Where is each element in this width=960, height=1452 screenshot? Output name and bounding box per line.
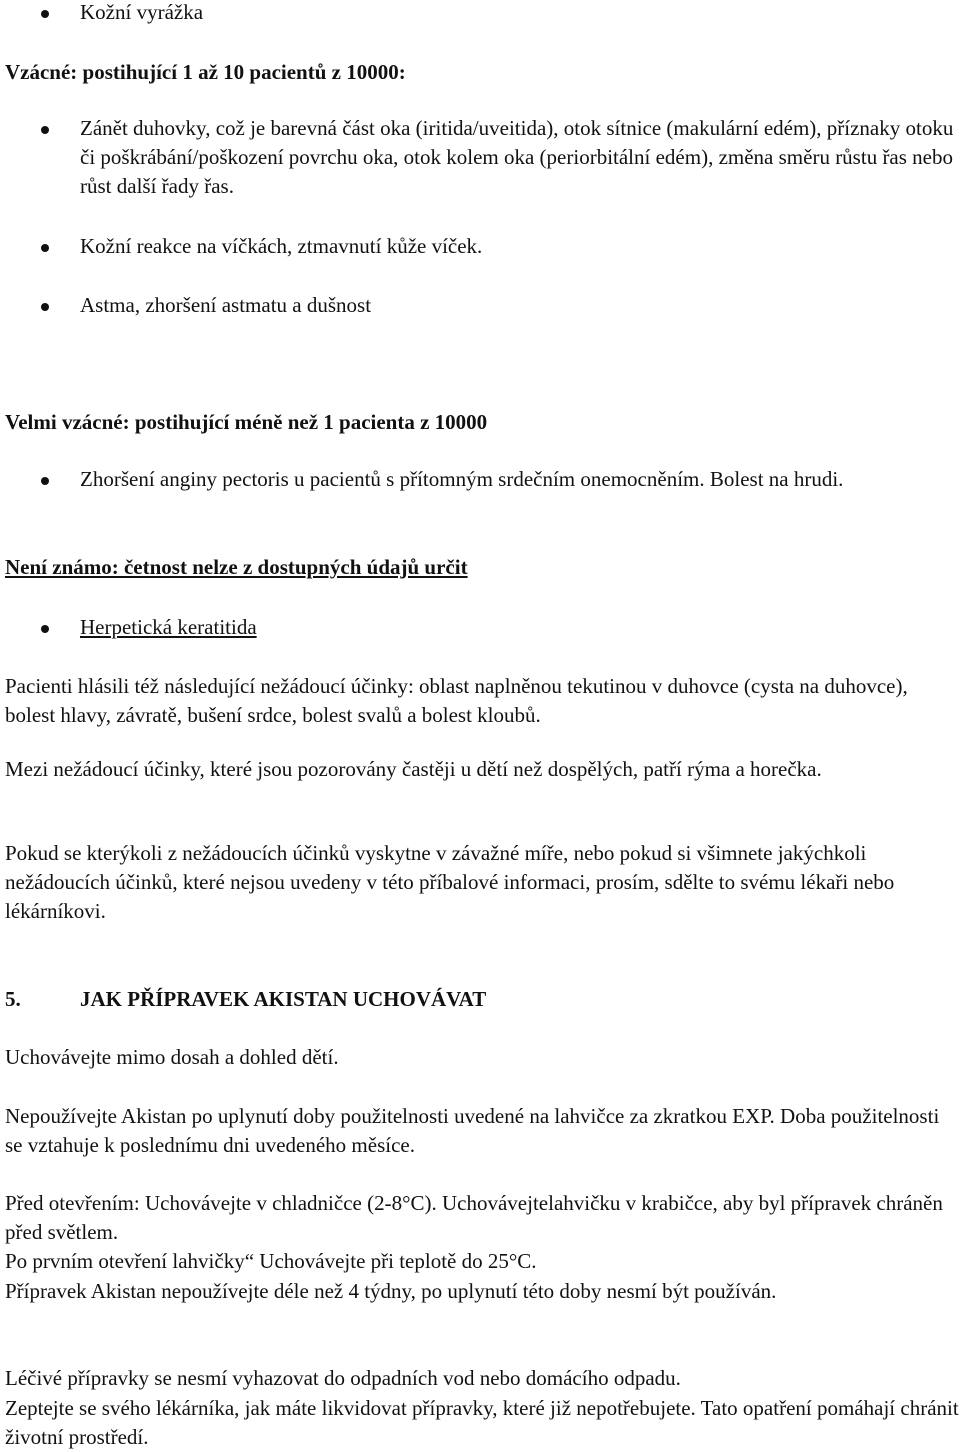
- bullet-dot: [41, 303, 49, 311]
- bullet-dot: [41, 10, 49, 18]
- bullet-item: Zánět duhovky, což je barevná část oka (iritida/uveitida), otok sítnice (makulární edém), příznaky otoku či poškrábání/poškození povrchu oka, otok kolem oka (periorbitální edém), změna směru růstu řas nebo růst další řady řas.: [80, 116, 954, 198]
- after-opening-text: Po prvním otevření lahvičky“ Uchovávejte při teplotě do 25°C.: [5, 1249, 537, 1273]
- section-title: JAK PŘÍPRAVEK AKISTAN UCHOVÁVAT: [80, 987, 487, 1011]
- four-weeks-text: Přípravek Akistan nepoužívejte déle než 4 týdny, po uplynutí této doby nesmí být používán.: [5, 1279, 777, 1303]
- very-rare-heading: Velmi vzácné: postihující méně než 1 pacienta z 10000: [5, 410, 488, 434]
- rare-heading: Vzácné: postihující 1 až 10 pacientů z 10000:: [5, 60, 406, 84]
- bullet-item: Kožní reakce na víčkách, ztmavnutí kůže víček.: [80, 234, 483, 258]
- bullet-item: Zhoršení anginy pectoris u pacientů s přítomným srdečním onemocněním. Bolest na hrudi.: [80, 467, 844, 491]
- bullet-dot: [41, 244, 49, 252]
- bullet-dot: [41, 477, 49, 485]
- bullet-item: Astma, zhoršení astmatu a dušnost: [80, 293, 372, 317]
- report-paragraph: Pokud se kterýkoli z nežádoucích účinků vyskytne v závažné míře, nebo pokud si všimnete jakýchkoli nežádoucích účinků, které nejsou uvedeny v této příbalové informaci, prosím, sdělte to svému lékaři nebo lékárníkovi.: [5, 841, 895, 923]
- disposal-text: Léčivé přípravky se nesmí vyhazovat do odpadních vod nebo domácího odpadu.: [5, 1366, 681, 1390]
- unknown-heading: Není známo: četnost nelze z dostupných údajů určit: [5, 555, 468, 579]
- keep-away-text: Uchovávejte mimo dosah a dohled dětí.: [5, 1045, 339, 1069]
- bullet-dot: [41, 625, 49, 633]
- disposal-advice-text: Zeptejte se svého lékárníka, jak máte likvidovat přípravky, které již nepotřebujete. Tato opatření pomáhají chránit životní prostředí.: [5, 1396, 959, 1449]
- expiry-paragraph: Nepoužívejte Akistan po uplynutí doby použitelnosti uvedené na lahvičce za zkratkou EXP. Doba použitelnosti se vztahuje k poslednímu dni uvedeného měsíce.: [5, 1104, 940, 1157]
- bullet-dot: [41, 126, 49, 134]
- children-paragraph: Mezi nežádoucí účinky, které jsou pozorovány častěji u dětí než dospělých, patří rýma a horečka.: [5, 757, 822, 781]
- section-number: 5.: [5, 987, 21, 1011]
- other-effects-paragraph: Pacienti hlásili též následující nežádoucí účinky: oblast naplněnou tekutinou v duhovce (cysta na duhovce), bolest hlavy, závratě, bušení srdce, bolest svalů a bolest kloubů.: [5, 674, 908, 727]
- bullet-item: Kožní vyrážka: [80, 0, 204, 24]
- before-opening-text: Před otevřením: Uchovávejte v chladničce (2-8°C). Uchovávejtelahvičku v krabičce, aby byl přípravek chráněn před světlem.: [5, 1191, 943, 1244]
- bullet-item: Herpetická keratitida: [80, 615, 257, 639]
